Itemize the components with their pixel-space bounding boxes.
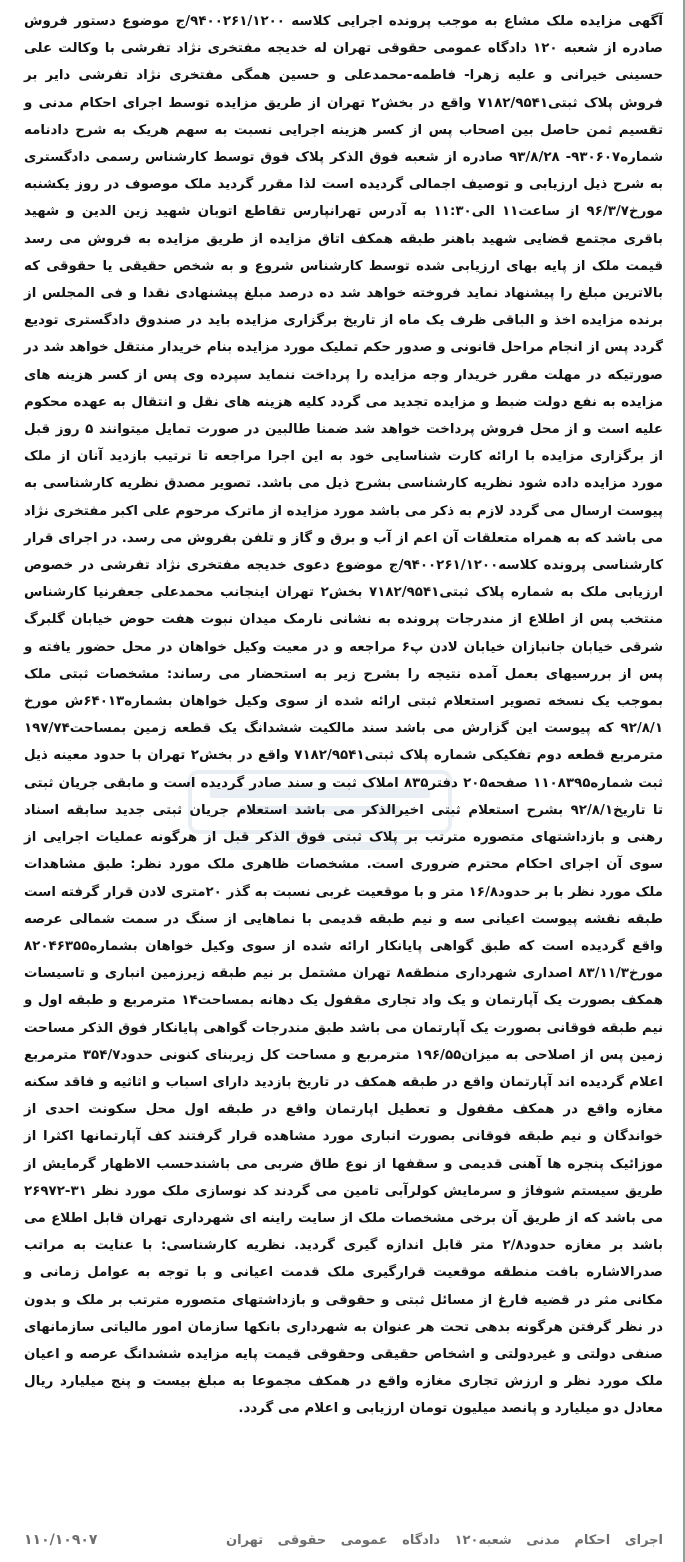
issuer-label: اجرای احکام مدنی شعبه۱۲۰ دادگاه عمومی حقوقی تهران (226, 1532, 663, 1548)
notice-footer (24, 1528, 663, 1552)
notice-code: ۱۱۰/۱۰۹۰۷ (24, 1532, 98, 1548)
notice-body-text: آگهی مزایده ملک مشاع به موجب پرونده اجرایی کلاسه ۹۴۰۰۲۶۱/۱۲۰۰/ج موضوع دستور فروش صادره از شعبه ۱۲۰ دادگاه عمومی حقوقی تهران له خدیجه مفتخری نژاد تفرشی با وکالت علی حسینی خیرانی و علیه زهرا- فاطمه-محمدعلی و حسین همگی مفتخری نژاد تفرشی دایر بر فروش پلاک ثبتی۷۱۸۲/۹۵۴۱ واقع در بخش۲ تهران از طریق مزایده توسط اجرای احکام مدنی و تقسیم ثمن حاصل بین اصحاب پس از کسر هزینه اجرایی نسبت به سهم هریک به شرح دادنامه شماره۹۳۰۶۰۷- ۹۳/۸/۲۸ صادره از شعبه فوق الذکر پلاک فوق توسط کارشناس رسمی دادگستری به شرح ذیل ارزیابی و توصیف اجمالی گردیده است لذا مقرر گردید ملک موصوف در روز یکشنبه مورخ۹۶/۳/۷ از ساعت۱۱ الی۱۱:۳۰ به آدرس تهرانپارس تقاطع اتوبان شهید زین الدین و شهید باقری مجتمع قضایی شهید باهنر طبقه همکف اتاق مزایده از طریق مزایده به فروش می رسد قیمت ملک از پایه بهای ارزیابی شده توسط کارشناس شروع و به شخص حقیقی یا حقوقی که بالاترین مبلغ را پیشنهاد نماید فروخته خواهد شد ده درصد مبلغ پیشنهادی نقدا و فی المجلس از برنده مزایده اخذ و الباقی ظرف یک ماه از تاریخ برگزاری مزایده باید در صندوق دادگستری تودیع گردد پس از انجام مراحل قانونی و صدور حکم تملیک مورد مزایده بنام خریدار منتقل خواهد شد در صورتیکه در مهلت مقرر خریدار وجه مزایده را پرداخت ننماید سپرده وی پس از کسر هزینه های مزایده به نفع دولت ضبط و مزایده تجدید می گردد کلیه هزینه های نقل و انتقال به عهده محکوم علیه است و از محل فروش پرداخت خواهد شد ضمنا طالبین در صورت تمایل میتوانند ۵ روز قبل از برگزاری مزایده با ارائه کارت شناسایی خود به این اجرا مراجعه تا ترتیب بازدید آنان از ملک مورد مزایده داده شود نظریه کارشناسی بشرح ذیل می باشد. تصویر مصدق نظریه کارشناسی به پیوست ارسال می گردد لازم به ذکر می باشد مورد مزایده از ماترک مرحوم علی اکبر مفتخری نژاد می باشد که به همراه متعلقات آن اعم از آب و برق و گاز و تلفن بفروش می رسد. در اجرای قرار کارشناسی پرونده کلاسه۹۴۰۰۲۶۱/۱۲۰۰/ج موضوع دعوی خدیجه مفتخری نژاد تفرشی در خصوص ارزیابی ملک به شماره پلاک ثبتی۷۱۸۲/۹۵۴۱ بخش۲ تهران اینجانب محمدعلی جعفرنیا کارشناس منتخب پس از اطلاع از مندرجات پرونده به نشانی نارمک میدان نبوت هفت حوض خیابان گلبرگ شرقی خیابان جانبازان خیابان لادن پ۶ مراجعه و در معیت وکیل خواهان در محل حضور یافته و پس از بررسیهای بعمل آمده نتیجه را بشرح زیر به استحضار می رساند: مشخصات ثبتی ملک بموجب یک نسخه تصویر استعلام ثبتی ارائه شده از سوی وکیل خواهان بشماره۶۴۰۱۳ش مورخ ۹۲/۸/۱ که پیوست این گزارش می باشد سند مالکیت ششدانگ یک قطعه زمین بمساحت۱۹۷/۷۴ مترمربع قطعه دوم تفکیکی شماره پلاک ثبتی۷۱۸۲/۹۵۴۱ واقع در بخش۲ تهران با حدود معینه ذیل ثبت شماره۱۱۰۸۳۹۵ صفحه۲۰۵ دفتر۸۳۵ املاک ثبت و سند صادر گردیده است و مابقی جریان ثبتی تا تاریخ۹۲/۸/۱ بشرح استعلام ثبتی اخیرالذکر می باشد استعلام جریان ثبتی جدید سابقه اسناد رهنی و بازداشتهای متصوره مترتب بر پلاک ثبتی فوق الذکر قبل از هرگونه عملیات اجرایی از سوی آن اجرای احکام محترم ضروری است. مشخصات ظاهری ملک مورد نظر: طبق مشاهدات ملک مورد نظر با بر حدود۱۶/۸ متر و با موقعیت غربی نسبت به گذر ۲۰متری لادن قرار گرفته است طبقه نقشه پیوست اعیانی سه و نیم طبقه قدیمی با نماهایی از سنگ در سمت شمالی عرصه واقع گردیده است که طبق گواهی پایانکار ارائه شده از سوی وکیل خواهان بشماره۸۲۰۴۶۳۵۵ مورخ۸۳/۱۱/۳ اصداری شهرداری منطقه۸ تهران مشتمل بر نیم طبقه زیرزمین انباری و تاسیسات همکف بصورت یک آپارتمان و یک واد تجاری مقفول یک دهانه بمساحت۱۴ مترمربع و طبقه اول و نیم طبقه فوقانی بصورت یک آپارتمان می باشد طبق مندرجات گواهی پایانکار فوق الذکر مساحت زمین پس از اصلاحی به میزان۱۹۶/۵۵ مترمربع و مساحت کل زیربنای کنونی حدود۳۵۴/۷ مترمربع اعلام گردیده اند آپارتمان واقع در طبقه همکف در تاریخ بازدید دارای اسباب و اثاثیه و فاقد سکنه مغازه واقع در همکف مقفول و تعطیل اپارتمان واقع در طبقه اول محل سکونت احدی از خواندگان و نیم طبقه فوقانی بصورت انباری مورد مشاهده قرار گرفتند کف آپارتمانها اکثرا از موزائیک پنجره ها آهنی قدیمی و سقفها از نوع طاق ضربی می باشندحسب الاظهار گرمایش از طریق سیستم شوفاژ و سرمایش کولرآبی تامین می گردند کد نوسازی ملک مورد نظر ۳۱-۲۶۹۷۲ می باشد که از طریق آن برخی مشخصات ملک از سایت راینه ای شهرداری تهران قابل اطلاع می باشد بر مغازه حدود۲/۸ متر قابل اندازه گیری گردید. نظریه کارشناسی: با عنایت به مراتب صدرالاشاره بافت منطقه موقعیت قرارگیری ملک قدمت اعیانی و با توجه به عوامل زمانی و مکانی مثر در قضیه فارغ از مسائل ثبتی و حقوقی و بازداشتهای متصوره مترتب بر ملک و بدون در نظر گرفتن هرگونه بدهی تحت هر عنوان به شهرداری بانکها سازمان امور مالیاتی سازمانهای صنفی دولتی و غیردولتی و اشخاص حقیقی وحقوقی قیمت پایه مزایده ششدانگ عرصه و اعیان ملک مورد نظر و ارزش تجاری مغازه واقع در همکف مجموعا به مبلغ بیست و پنج میلیارد ریال معادل دو میلیارد و پانصد میلیون تومان ارزیابی و اعلام می گردد. (24, 14, 664, 1417)
